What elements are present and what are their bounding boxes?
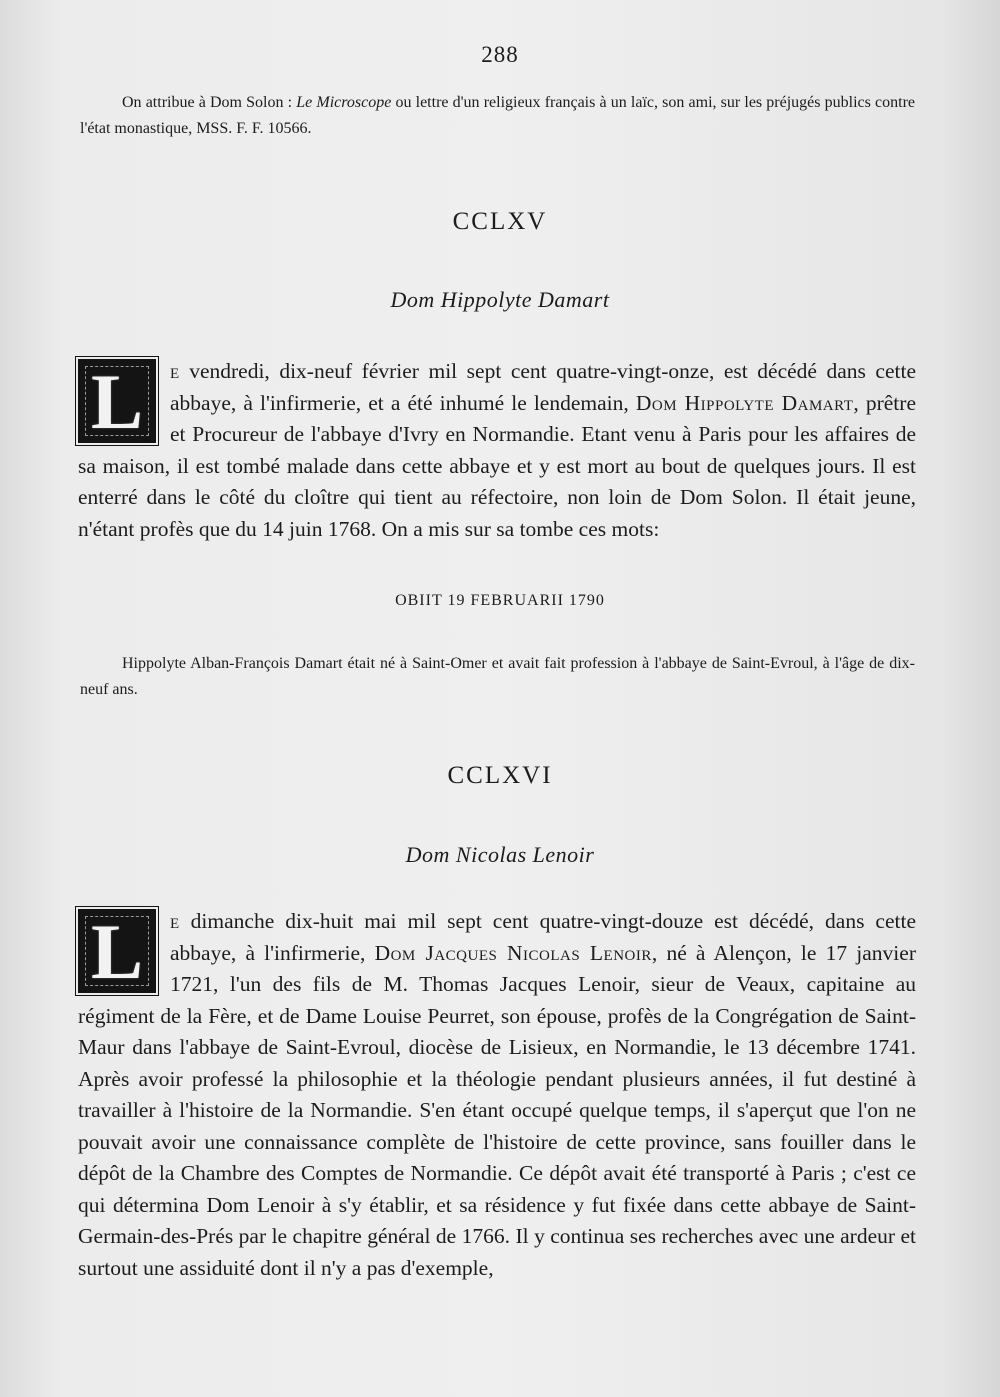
- tomb-inscription: OBIIT 19 FEBRUARII 1790: [395, 592, 605, 609]
- section-name-lenoir: Dom Nicolas Lenoir: [405, 842, 595, 867]
- body-part-1: vendredi, dix-neuf février mil sept cent quatre-vingt-onze, est décédé dans cette abbaye, à l'infirmerie, et a été inhumé le lendemain,: [170, 359, 916, 415]
- first-word-rest: e: [170, 909, 180, 933]
- body-part-2: , né à Alençon, le 17 janvier 1721, l'un des fils de M. Thomas Jacques Lenoir, sieur de Veaux, capitaine au régiment de la Fère, et de Dame Louise Peurret, son épouse, profès de la Congrégation de Saint-Maur dans l'abbaye de Saint-Evroul, diocèse de Lisieux, en Normandie, le 13 décembre 1741. Après avoir professé la philosophie et la théologie pendant plusieurs années, il fut destiné à travailler à l'histoire de la Normandie. S'en étant occupé quelque temps, il s'aperçut que l'on ne pouvait avoir une connaissance complète de l'histoire de cette province, sans fouiller dans le dépôt de la Chambre des Comptes de Normandie. Ce dépôt avait été transporté à Paris ; c'est ce qui détermina Dom Lenoir à s'y établir, et sa résidence y fut fixée dans cette abbaye de Saint-Germain-des-Prés par le chapitre général de 1766. Il y continua ses recherches avec une ardeur et surtout une assiduité dont il n'y a pas d'exemple,: [78, 940, 916, 1280]
- top-footnote: [80, 90, 915, 142]
- dropcap-letter: L: [90, 358, 144, 445]
- damart-footnote-text: Hippolyte Alban-François Damart était né à Saint-Omer et avait fait profession à l'abbaye de Saint-Evroul, à l'âge de dix-neuf ans.: [80, 655, 915, 698]
- section-body-damart: [78, 356, 916, 545]
- top-footnote-text-after: ou lettre d'un religieux français à un laïc, son ami, sur les préjugés publics contre l'état monastique, MSS. F. F. 10566.: [80, 94, 916, 137]
- section-heading-cclxvi: CCLXVI: [447, 762, 553, 789]
- top-footnote-title: Le Microscope: [296, 94, 392, 111]
- ornamental-dropcap: [78, 359, 156, 443]
- section-body-lenoir: [78, 906, 916, 1284]
- top-footnote-text-before: On attribue à Dom Solon :: [122, 94, 297, 111]
- ornamental-dropcap: [78, 909, 156, 993]
- first-word-rest: e: [170, 359, 180, 383]
- section-name-damart: Dom Hippolyte Damart: [390, 287, 610, 312]
- body-person-name: Dom Hippolyte Damart: [635, 390, 854, 415]
- damart-footnote: [80, 651, 915, 703]
- body-part-2: , prêtre et Procureur de l'abbaye d'Ivry en Normandie. Etant venu à Paris pour les affaires de sa maison, il est tombé malade dans cette abbaye et y est mort au bout de quelques jours. Il est enterré dans le côté du cloître qui tient au réfectoire, non loin de Dom Solon. Il était jeune, n'étant profès que du 14 juin 1768. On a mis sur sa tombe ces mots:: [78, 390, 916, 541]
- body-part-1: dimanche dix-huit mai mil sept cent quatre-vingt-douze est décédé, dans cette abbaye, à l'infirmerie,: [170, 909, 916, 965]
- page-number: 288: [481, 42, 519, 67]
- dropcap-letter: L: [90, 908, 144, 995]
- body-person-name: Dom Jacques Nicolas Lenoir: [374, 940, 652, 965]
- section-heading-cclxv: CCLXV: [452, 208, 548, 235]
